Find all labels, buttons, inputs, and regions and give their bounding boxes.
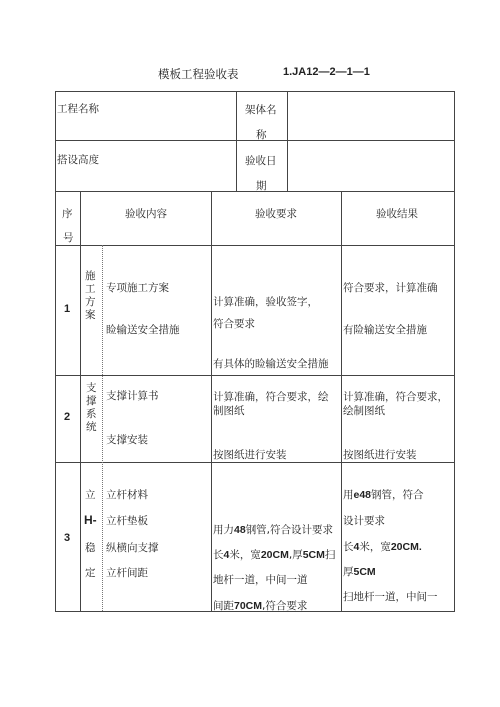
row-category: 定 <box>85 567 96 579</box>
frame-name-label-cont: 称 <box>256 129 267 141</box>
requirement-text: 间距70CM,符合要求 <box>213 600 308 612</box>
col-seq-header-cont: 号 <box>63 232 74 244</box>
requirement-text: 长4米，宽20CM,厚5CM扫 <box>213 549 336 561</box>
result-text: 有险输送安全措施 <box>343 324 427 336</box>
row-category: 工 <box>85 283 96 295</box>
check-item: 睑输送安全措施 <box>106 324 180 336</box>
date-label-cont: 期 <box>256 180 267 192</box>
row-category: 方 <box>85 296 96 308</box>
requirement-text: 有具体的睑输送安全措施 <box>213 358 329 370</box>
col-seq-header: 序 <box>62 208 73 220</box>
result-text: 用e48钢管，符合 <box>343 489 424 501</box>
row-category: 系 <box>86 408 97 420</box>
result-text: 设计要求 <box>343 515 385 527</box>
requirement-text: 按图纸进行安装 <box>213 449 287 461</box>
result-text: 按图纸进行安装 <box>343 449 417 461</box>
requirement-text: 计算准确，符合要求，绘 <box>213 391 329 403</box>
col-requirement-header: 验收要求 <box>255 208 297 220</box>
result-text: 厚5CM <box>343 566 376 578</box>
col-content-header: 验收内容 <box>125 208 167 220</box>
requirement-text: 计算准确，验收签字， <box>213 296 318 308</box>
requirement-text: 符合要求 <box>213 318 255 330</box>
requirement-text: 地杆一道，中间一道 <box>213 574 308 586</box>
result-text: 扫地杆一道，中间一 <box>343 591 438 603</box>
check-item: 立杆材料 <box>106 489 148 501</box>
row-number: 3 <box>64 532 71 544</box>
row-category: 撑 <box>86 395 97 407</box>
result-text: 符合要求，计算准确 <box>343 282 438 294</box>
row-category: 立 <box>85 489 96 501</box>
check-item: 支撑安装 <box>106 434 148 446</box>
result-text: 长4米，宽20CM. <box>343 541 422 553</box>
check-item: 支撑计算书 <box>106 390 159 402</box>
row-category: 施 <box>85 270 96 282</box>
date-label: 验收日 <box>245 155 277 167</box>
requirement-text: 用力48钢管,符合设计要求 <box>213 524 334 536</box>
requirement-text: 制图纸 <box>213 405 245 417</box>
height-label: 搭设高度 <box>57 154 99 166</box>
form-code: 1.JA12—2—1—1 <box>283 66 370 78</box>
row-category: 统 <box>86 421 97 433</box>
check-item: 立杆垫板 <box>106 515 148 527</box>
check-item: 专项施工方案 <box>106 282 169 294</box>
result-text: 绘制图纸 <box>343 405 385 417</box>
project-name-label: 工程名称 <box>57 103 99 115</box>
frame-name-label: 架体名 <box>245 104 277 116</box>
row-category: 稳 <box>85 542 96 554</box>
col-result-header: 验收结果 <box>376 208 418 220</box>
row-category: 案 <box>85 309 96 321</box>
check-item: 纵横向支撑 <box>106 542 159 554</box>
row-category: H- <box>84 513 97 527</box>
row-number: 2 <box>64 411 71 423</box>
check-item: 立杆间距 <box>106 567 148 579</box>
form-title: 模板工程验收表 <box>158 67 239 81</box>
row-number: 1 <box>64 303 71 315</box>
result-text: 计算准确，符合要求， <box>343 391 448 403</box>
row-category: 支 <box>86 382 97 394</box>
